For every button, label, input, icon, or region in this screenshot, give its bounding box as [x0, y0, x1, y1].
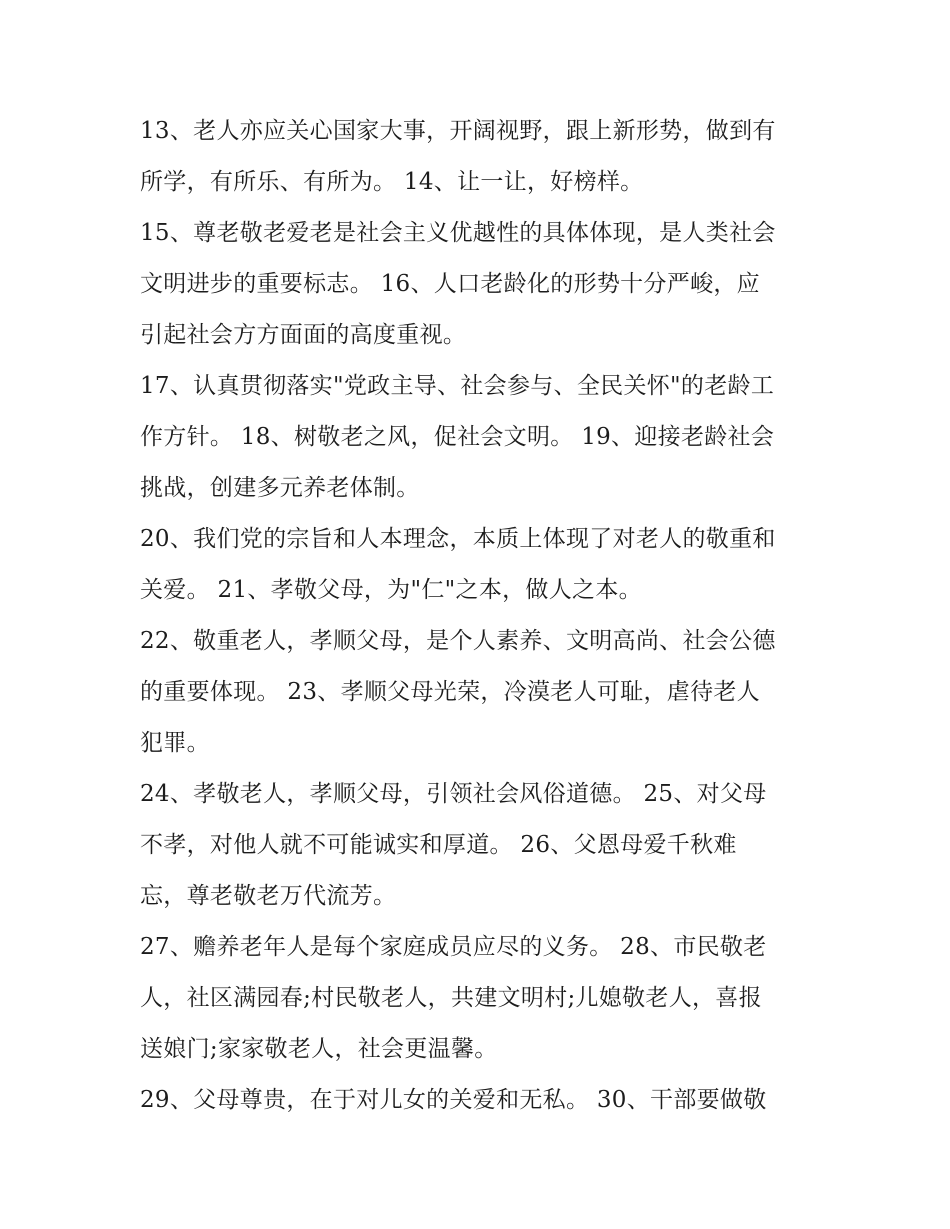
- text-line: 关爱。 21、孝敬父母，为"仁"之本，做人之本。: [140, 577, 642, 603]
- text-line: 作方针。 18、树敬老之风，促社会文明。 19、迎接老龄社会: [140, 424, 775, 450]
- text-line: 20、我们党的宗旨和人本理念，本质上体现了对老人的敬重和: [140, 526, 776, 552]
- text-line: 24、孝敬老人，孝顺父母，引领社会风俗道德。 25、对父母: [140, 781, 767, 807]
- text-line: 29、父母尊贵，在于对儿女的关爱和无私。 30、干部要做敬: [140, 1087, 767, 1113]
- text-line: 文明进步的重要标志。 16、人口老龄化的形势十分严峻，应: [140, 271, 760, 297]
- document-body: [140, 106, 830, 1126]
- text-line: 不孝，对他人就不可能诚实和厚道。 26、父恩母爱千秋难: [140, 832, 737, 858]
- text-line: 的重要体现。 23、孝顺父母光荣，冷漠老人可耻，虐待老人: [140, 679, 760, 705]
- text-line: 引起社会方方面面的高度重视。: [140, 322, 467, 348]
- text-line: 13、老人亦应关心国家大事，开阔视野，跟上新形势，做到有: [140, 118, 776, 144]
- text-line: 挑战，创建多元养老体制。: [140, 475, 420, 501]
- text-line: 15、尊老敬老爱老是社会主义优越性的具体体现，是人类社会: [140, 220, 776, 246]
- text-line: 17、认真贯彻落实"党政主导、社会参与、全民关怀"的老龄工: [140, 373, 775, 399]
- text-line: 22、敬重老人，孝顺父母，是个人素养、文明高尚、社会公德: [140, 628, 776, 654]
- text-line: 27、赡养老年人是每个家庭成员应尽的义务。 28、市民敬老: [140, 934, 767, 960]
- text-line: 忘，尊老敬老万代流芳。: [140, 883, 397, 909]
- text-line: 所学，有所乐、有所为。 14、让一让，好榜样。: [140, 169, 644, 195]
- text-line: 送娘门;家家敬老人，社会更温馨。: [140, 1036, 498, 1062]
- text-line: 人，社区满园春;村民敬老人，共建文明村;儿媳敬老人，喜报: [140, 985, 762, 1011]
- text-line: 犯罪。: [140, 730, 210, 756]
